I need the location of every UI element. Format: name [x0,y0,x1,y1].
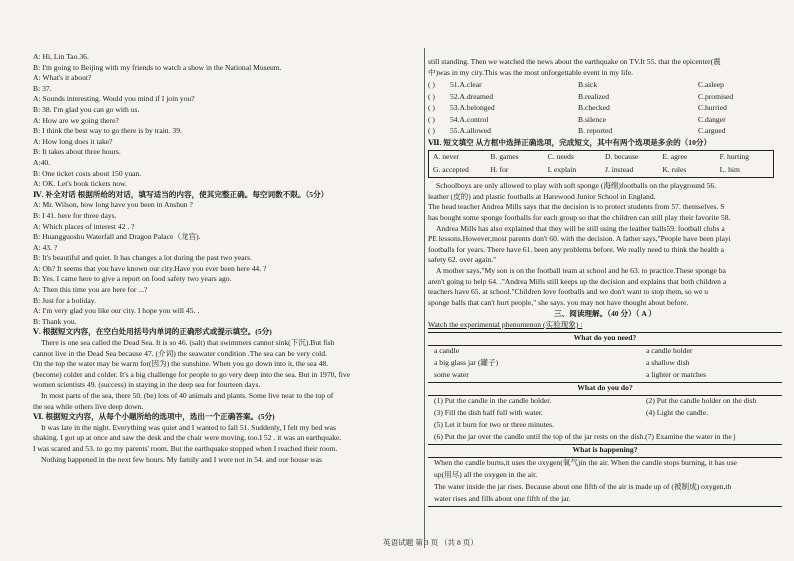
need-item: a big glass jar (罐子) [434,358,499,368]
passage-line: shaking. I got up at once and saw the desk and the chair were moving, too.I 52 . it was an earthquake. [33,433,342,443]
dialogue-line: A: Hi, Lin Tao.36. [33,52,89,61]
do-row [428,420,782,432]
passage-7 [428,181,782,308]
section-4-title: Ⅳ. 补全对话 根据所给的对话，填写适当的内容，使其完整正确。每空词数不限。（5分） [33,189,329,199]
passage-line: cannot live in the Dead Sea because 47. (介词) the seawater condition .The sea can be very cold. [33,348,327,358]
dialogue-line: A: OK. Let's book tickets now. [33,179,127,189]
word-option: K. rules [662,165,687,175]
choice-row-54 [428,115,782,127]
section-6-title: Ⅵ. 根据短文内容，从每个小题所给的选项中，选出一个正确答案。(5分) [33,412,275,422]
do-row: (6) Put the jar over the candle until the top of the jar rests on the dish.(7) Examine the water in the j [428,432,782,445]
option-b[interactable]: B.checked [578,103,610,113]
passage-line: There is one sea called the Dead Sea. It is so 46. (salt) that swimmers cannot sink(下沉).But fish [41,338,335,348]
word-option: G. accepted [433,165,469,175]
happen-line: When the candle burns,it uses the oxygen(氧气)in the air. When the candle stops burning, it has use [434,458,737,468]
option-a[interactable]: 53.A.belonged [450,103,495,113]
do-row [428,396,782,408]
dialogue-line: B: Thank you. [33,316,77,326]
passage-line: In most parts of the sea, there 50. (be) lots of 40 animals and plants. Some live near to the top of [41,391,334,400]
answer-slot[interactable]: ( ) [428,91,435,101]
do-step: (2) Put the candle holder on the dish [646,396,757,406]
passage-line: The head teacher Andrea Mills says that the decision is to protect students from 57. themselves. S [428,202,725,212]
option-c[interactable]: C.argued [698,126,726,136]
need-row [428,358,782,370]
dialogue-line: B: Just for a holiday. [33,295,96,305]
dialogue-line: A: Sounds interesting. Would you mind if I join you? [33,94,195,104]
word-option: F. hurting [719,152,749,162]
need-item: a candle holder [646,346,693,356]
word-option: D. because [604,152,639,162]
dialogue-line: A: What's it about? [33,73,92,83]
passage-line: On the top the water may be warm for(因为) the sunshine. When you go down into it, the sea 48. [33,359,329,369]
dialogue-line: B: I'm going to Beijing with my friends to watch a show in the National Museum. [33,62,282,72]
answer-slot[interactable]: ( ) [428,103,435,113]
option-c[interactable]: C.asleep [698,80,724,90]
left-column [33,52,393,465]
word-option: L. him [719,165,740,175]
dialogue-line: A: Which places of interest 42 . ? [33,221,135,231]
word-option: I. explain [547,165,577,175]
passage-line: I was scared and 53. to go my parents' room. But the earthquake stopped when I reached their room. [33,443,338,453]
do-step: (3) Fill the dish half full with water. [434,408,543,418]
passage-line: still standing. Then we watched the news about the earthquake on TV.It 55. that the epicenter(震 [428,57,721,66]
dialogue-1 [33,52,393,190]
choice-row-53 [428,103,782,115]
do-step: (1) Put the candle in the candle holder. [434,396,552,406]
column-divider [424,48,425,548]
passage-line: PE lessons.However,most parents don't 60. with the decision. A father says,"People have been playi [428,234,731,244]
do-step: (5) Let it burn for two or three minutes. [434,420,554,430]
happen-line: up(用尽) all the oxygen in the air. [434,470,538,480]
passage-line: has bought some sponge footballs for each group so that the children can still play their favorite 58. [428,213,731,223]
dialogue-line: A: I'm very glad you like our city. I hope you will 45. . [33,306,200,316]
right-column [428,57,782,507]
answer-slot[interactable]: ( ) [428,80,435,90]
section-7-title: Ⅶ. 短文填空 从方框中选择正确选项，完成短文，其中有两个选项是多余的（10分） [428,137,712,147]
word-option: C. needs [547,152,574,162]
do-step [646,420,776,431]
passage-line: footballs for years. There have 61. been any problems before. We really need to think the health a [428,244,724,254]
dialogue-line: B: I think the best way to go there is by train. 39. [33,126,182,136]
do-row [428,408,782,420]
passage-line: 中)was in my city.This was the most unforgettable event in my life. [428,67,633,77]
option-a[interactable]: 52.A.dreamed [450,91,494,101]
word-row [429,164,773,177]
section-5-title: Ⅴ. 根据短文内容，在空白处用括号内单词的正确形式或提示填空。(5分) [33,327,272,337]
dialogue-line: A: Oh? It seems that you have known our city.Have you ever been here 44. ? [33,263,267,273]
word-box [428,150,774,178]
need-item: a shallow dish [646,358,690,368]
experiment-table [428,332,782,507]
choice-row-52 [428,92,782,104]
option-b[interactable]: B.realized [578,91,609,101]
dialogue-line: A: How are we going there? [33,115,119,125]
passage-line: Nothing happened in the next few hours. My family and I were not in 54. and our house was [41,454,322,464]
need-row [428,370,782,383]
watch-instruction: Watch the experimental phenomenon (实验现象) : [428,320,583,329]
choice-row-55 [428,126,782,138]
passage-line: Andrea Mills has also explained that they will be still using the leather balls59. football clubs a [436,223,725,233]
passage-line: A mother says,"My son is on the football team at school and he 63. to practice.These sponge ba [436,266,726,276]
option-a[interactable]: 51.A.clear [450,80,482,90]
passage-line: the sea while others live deep down. [33,401,144,411]
dialogue-line: B: It's beautiful and quiet. It has changes a lot during the past two years. [33,253,253,263]
passage-line: sponge balls that can't hurt people," she says. you may not have thought about before. [428,297,689,307]
dialogue-line: B: 37. [33,83,52,93]
word-option: E. agree [662,152,688,162]
option-c[interactable]: C.hurried [698,103,727,113]
passage-5 [33,338,393,412]
reading-section-title: 三、阅读理解。（40 分）（ A ） [554,309,656,319]
dialogue-2 [33,200,393,327]
do-header: What do you do? [428,383,782,396]
need-header: What do you need? [428,333,782,346]
dialogue-line: A: Then this time you are here for ...? [33,285,148,295]
passage-line: leather (皮的) and plastic footballs at Harewood Junior School in England. [428,191,656,201]
word-option: J. instead [604,165,634,175]
passage-line: women scientists 49. (success) in staying in the deep sea for fourteen days. [33,380,261,390]
option-b[interactable]: B. reported [578,126,613,136]
answer-slot[interactable]: ( ) [428,114,435,124]
dialogue-line: B: Yes. I came here to give a report on food safety two years ago. [33,274,232,284]
option-b[interactable]: B.sick [578,80,598,90]
passage-line: Schoolboys are only allowed to play with soft sponge (海绵)footballs on the playground 56. [436,181,717,191]
answer-slot[interactable]: ( ) [428,126,435,136]
dialogue-line: B: It takes about three hours. [33,147,121,157]
happen-line: The water inside the jar rises. Because about one fifth of the air is made up of (被制成) oxygen,th [434,482,732,492]
option-c[interactable]: C.promised [698,91,734,101]
dialogue-line: B: One ticket costs about 150 yuan. [33,168,142,178]
choice-row-51 [428,80,782,92]
dialogue-line: B: Huangguoshu Waterfall and Dragon Palace（龙宫). [33,232,201,242]
passage-6 [33,423,393,465]
option-c[interactable]: C.danger [698,114,726,124]
word-option: A. never [433,152,460,162]
word-row [429,151,773,164]
page-footer: 英语试题 第 3 页 （共 8 页） [383,538,478,547]
word-option: B. games [490,152,519,162]
choice-list [428,80,782,138]
passage-line: teachers have 65. at school."Children love footballs and we don't want to stop them, so we u [428,287,709,297]
dialogue-line: B: 38. I'm glad you can go with us. [33,104,140,114]
need-row [428,346,782,358]
passage-line: safety 62. over again." [428,255,497,265]
do-step: (4) Light the candle. [646,408,708,418]
option-a[interactable]: 55.A.allowed [450,126,491,136]
happen-line: water rises and fills about one fifth of the jar. [428,494,782,507]
need-item: some water [434,370,469,380]
option-a[interactable]: 54.A.control [450,114,489,124]
word-option: H. for [490,165,509,175]
passage-line: (become) colder and colder. It's a big challenge for people to go very deep into the sea. But in 1970, five [33,369,351,379]
dialogue-line: B: I 41. here for three days. [33,210,117,220]
dialogue-line: A: 43. ? [33,242,58,252]
dialogue-line: A: How long does it take? [33,136,113,146]
passage-line: aren't going to help 64. ."Andrea Mills still keeps up the decision and explains that both children a [428,276,727,286]
dialogue-line: A: Mr. Wilson, how long have you been in Anshun ? [33,200,193,210]
option-b[interactable]: B.silence [578,114,607,124]
need-item: a lighter or matches [646,370,707,380]
need-item: a candle [434,346,460,356]
dialogue-line: A:40. [33,157,51,167]
passage-line: It was late in the night. Everything was quiet and I wanted to fall 51. Suddenly, I felt my bed was [41,422,336,432]
happen-header: What is happening? [428,445,782,458]
